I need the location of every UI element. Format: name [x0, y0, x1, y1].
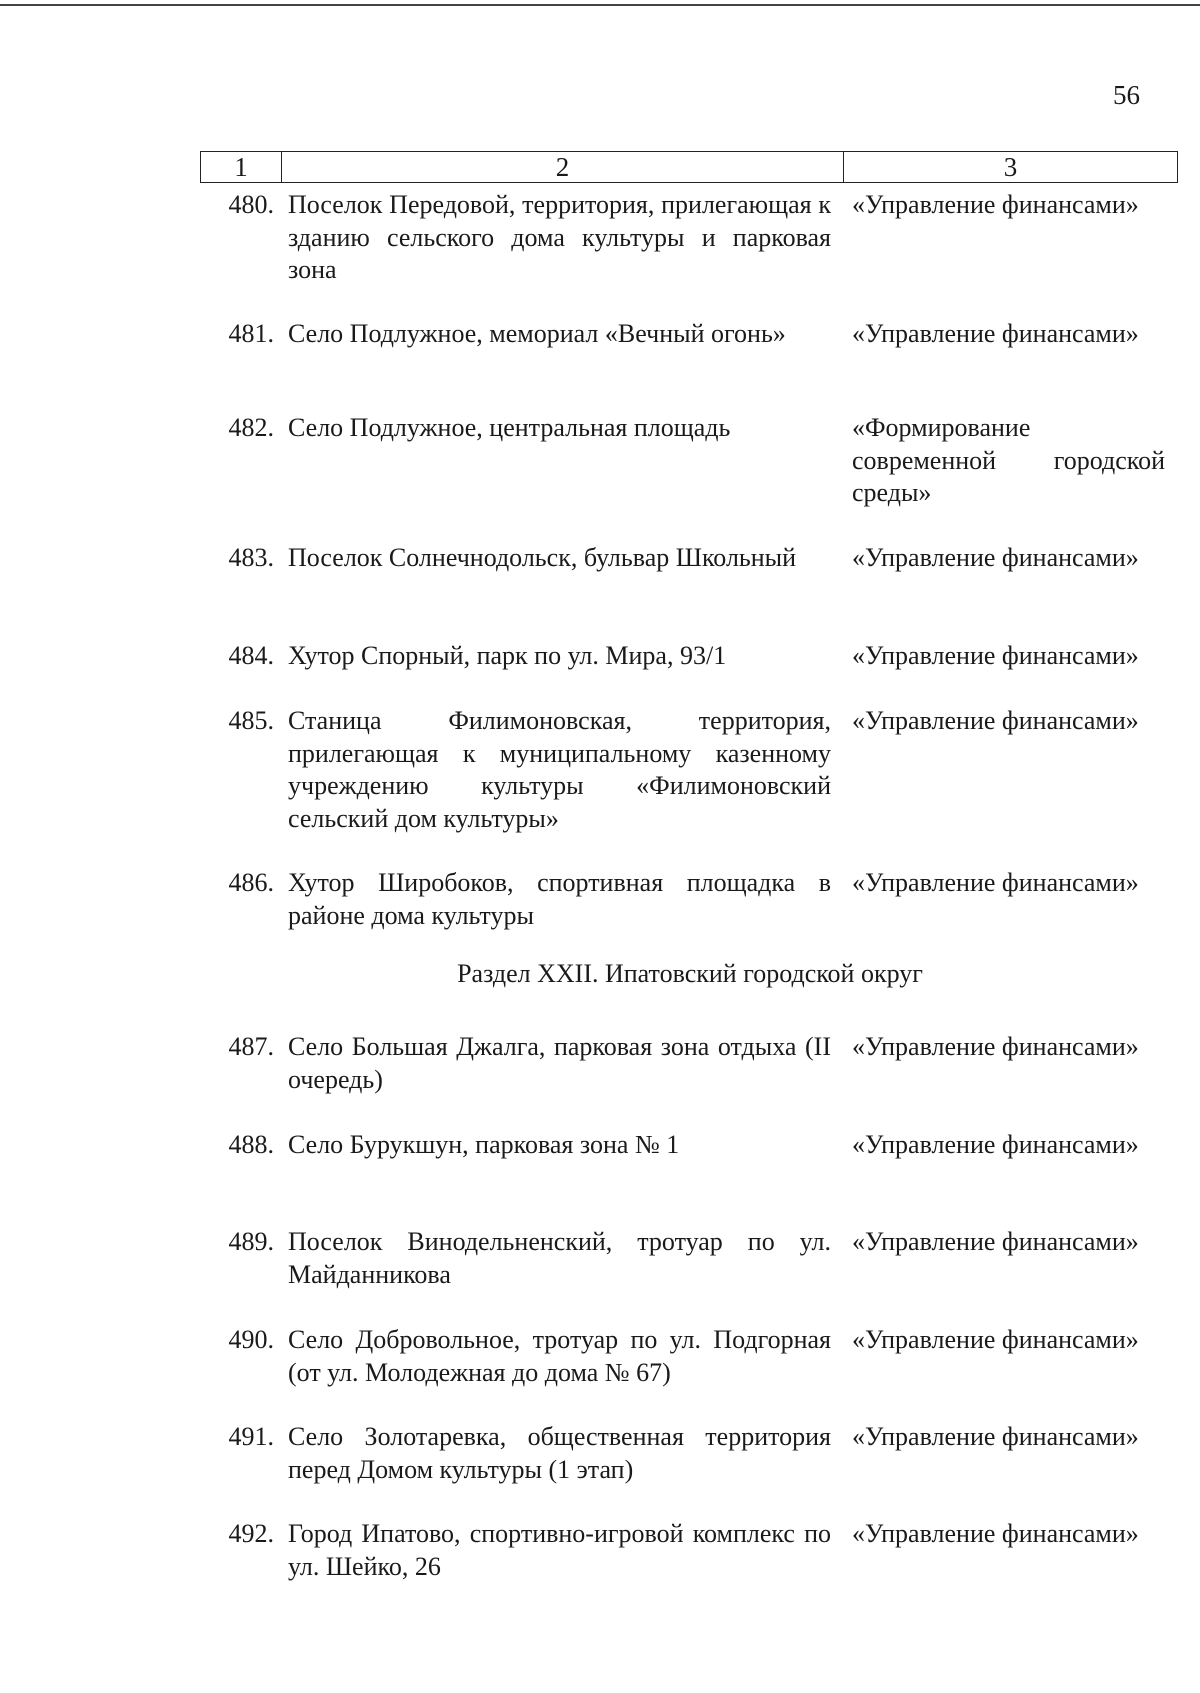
row-number: 482. — [228, 413, 274, 442]
row-number: 484. — [228, 641, 274, 670]
row-program: «Управление финансами» — [852, 543, 1139, 572]
row-location: Город Ипатово, спортивно-игровой комплекс по ул. Шейко, 26 — [288, 1519, 831, 1581]
row-location: Хутор Спорный, парк по ул. Мира, 93/1 — [288, 641, 727, 670]
row-program: «Управление финансами» — [852, 1422, 1139, 1451]
row-number: 481. — [228, 319, 274, 348]
row-program: «Управление финансами» — [852, 1325, 1139, 1354]
table-header-row — [200, 151, 1178, 183]
row-number: 480. — [228, 190, 274, 219]
row-program: «Управление финансами» — [852, 1519, 1139, 1548]
row-number: 488. — [228, 1130, 274, 1159]
row-location: Село Добровольное, тротуар по ул. Подгорная (от ул. Молодежная до дома № 67) — [288, 1325, 831, 1387]
row-location: Поселок Передовой, территория, прилегающая к зданию сельского дома культуры и парковая зона — [288, 190, 831, 284]
row-number: 492. — [228, 1519, 274, 1548]
row-program: «Управление финансами» — [852, 641, 1139, 670]
row-program: «Управление финансами» — [852, 1032, 1139, 1061]
row-location: Село Подлужное, мемориал «Вечный огонь» — [288, 319, 786, 348]
row-program: «Управление финансами» — [852, 319, 1139, 348]
row-location: Село Большая Джалга, парковая зона отдыха (II очередь) — [288, 1032, 831, 1094]
row-location: Село Бурукшун, парковая зона № 1 — [288, 1130, 680, 1159]
row-program: «Управление финансами» — [852, 1130, 1139, 1159]
row-number: 487. — [228, 1032, 274, 1061]
header-col-3: 3 — [1003, 151, 1018, 182]
row-number: 483. — [228, 543, 274, 572]
header-col-1: 1 — [201, 152, 282, 182]
row-location: Село Золотаревка, общественная территория перед Домом культуры (1 этап) — [288, 1422, 831, 1484]
row-number: 489. — [228, 1227, 274, 1256]
row-program: «Управление финансами» — [852, 1227, 1139, 1256]
row-number: 490. — [228, 1325, 274, 1354]
row-number: 491. — [228, 1422, 274, 1451]
header-col-2: 2 — [282, 152, 844, 182]
row-program: «Управление финансами» — [852, 190, 1139, 219]
row-program: «Управление финансами» — [852, 706, 1139, 735]
row-location: Хутор Широбоков, спортивная площадка в районе дома культуры — [288, 868, 831, 930]
section-heading: Раздел XXII. Ипатовский городской округ — [457, 959, 923, 988]
page-number: 56 — [1113, 80, 1140, 110]
row-location: Село Подлужное, центральная площадь — [288, 413, 731, 442]
scan-edge-line — [0, 4, 1200, 6]
row-number: 486. — [228, 868, 274, 897]
row-location: Поселок Солнечнодольск, бульвар Школьный — [288, 543, 797, 572]
row-location: Станица Филимоновская, территория, прилегающая к муниципальному казенному учреждению культуры «Филимоновский сельский дом культуры» — [288, 706, 831, 833]
row-location: Поселок Винодельненский, тротуар по ул. Майданникова — [288, 1227, 831, 1289]
row-program: «Управление финансами» — [852, 868, 1139, 897]
row-number: 485. — [228, 706, 274, 735]
row-program: «Формирование современной городской среды» — [852, 413, 1165, 507]
